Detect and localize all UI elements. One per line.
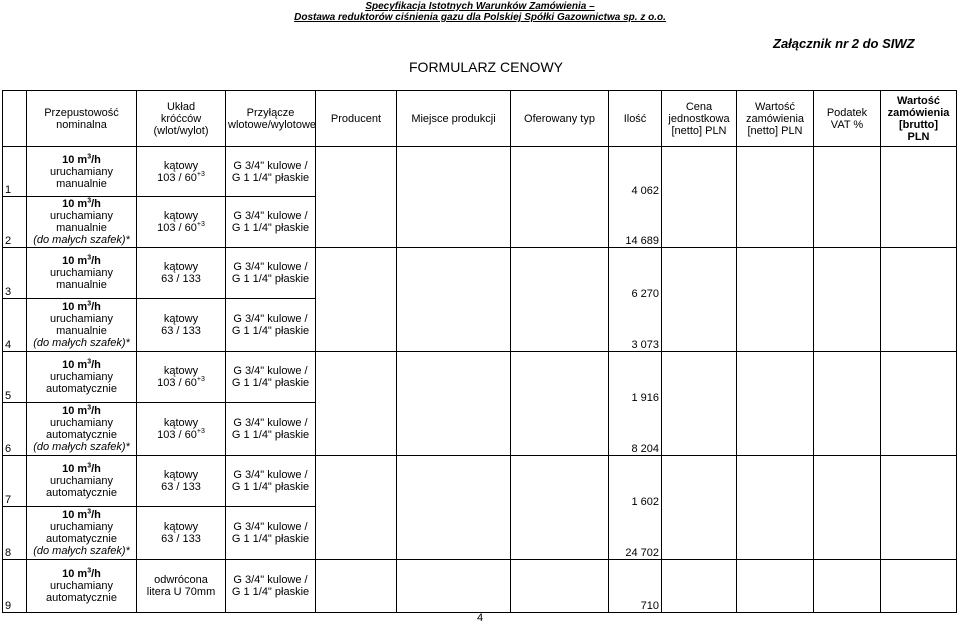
- quantity-value: 1 602: [631, 495, 659, 508]
- net-value-cell[interactable]: [737, 560, 814, 613]
- flow-prefix: 10 m: [62, 198, 88, 210]
- quantity-cell: [609, 352, 662, 456]
- net-value-cell[interactable]: [737, 352, 814, 456]
- connection-cell: [226, 197, 316, 248]
- col-producent: Producent: [316, 91, 397, 147]
- quantity-values: [611, 600, 659, 612]
- nozzle-layout-cell: [137, 507, 226, 560]
- layout-type: kątowy: [163, 469, 199, 481]
- flow-exponent: 3: [87, 404, 92, 412]
- connection-inlet: G 3/4" kulowe /: [233, 469, 308, 481]
- col-wartosc-netto: Wartość zamówienia [netto] PLN: [737, 91, 814, 147]
- flow-exponent: 3: [87, 462, 92, 470]
- connection-inlet: G 3/4" kulowe /: [233, 261, 308, 273]
- mode-label: uruchamiany: [50, 313, 113, 325]
- quantity-cell: [609, 456, 662, 560]
- connection-inlet: G 3/4" kulowe /: [233, 574, 308, 586]
- mode-label: uruchamiany: [50, 580, 113, 592]
- quantity-value: 3 073: [631, 339, 659, 351]
- flow-suffix: /h: [91, 509, 101, 521]
- net-value-cell[interactable]: [737, 147, 814, 248]
- connection-outlet: G 1 1/4" płaskie: [231, 325, 310, 337]
- layout-tolerance: +3: [196, 221, 205, 229]
- flow-cell: [27, 456, 137, 507]
- flow-suffix: /h: [91, 405, 101, 417]
- flow-value: [29, 154, 134, 166]
- spec-line-1: Specyfikacja Istotnych Warunków Zamówienia –: [365, 1, 595, 12]
- layout-dim-text: 103 / 60: [157, 171, 197, 184]
- unit-price-cell[interactable]: [662, 352, 737, 456]
- offered-type-cell[interactable]: [511, 248, 609, 352]
- flow-exponent: 3: [87, 152, 92, 160]
- origin-cell[interactable]: [397, 352, 511, 456]
- table-row: [3, 147, 957, 197]
- nozzle-layout-cell: [137, 403, 226, 456]
- mode-value: manualnie: [56, 222, 107, 234]
- mode-value: manualnie: [56, 279, 107, 291]
- quantity-value: 1 916: [631, 391, 659, 404]
- header-row: [3, 91, 957, 147]
- quantity-values: [611, 252, 659, 351]
- small-cabinet-note: (do małych szafek)*: [33, 337, 130, 349]
- connection-cell: [226, 248, 316, 299]
- row-number: [3, 560, 27, 613]
- mode-value: automatycznie: [46, 383, 117, 395]
- layout-dim-text: 103 / 60: [157, 429, 197, 441]
- page-number: 4: [476, 612, 484, 624]
- layout-dimensions: [139, 377, 223, 389]
- offered-type-cell[interactable]: [511, 352, 609, 456]
- layout-dim-text: 63 / 133: [161, 325, 201, 337]
- layout-type: kątowy: [163, 313, 199, 325]
- layout-dimensions: [139, 429, 223, 441]
- quantity-values: [611, 151, 659, 247]
- row-number: [3, 248, 27, 299]
- connection-inlet: G 3/4" kulowe /: [233, 210, 308, 222]
- mode-label: uruchamiany: [50, 267, 113, 279]
- mode-value: automatycznie: [46, 592, 117, 604]
- connection-outlet: G 1 1/4" płaskie: [231, 222, 310, 234]
- connection-outlet: G 1 1/4" płaskie: [231, 273, 310, 285]
- flow-prefix: 10 m: [62, 509, 88, 521]
- connection-inlet: G 3/4" kulowe /: [233, 365, 308, 377]
- nozzle-layout-cell: [137, 299, 226, 352]
- row-number-text: 2: [5, 235, 12, 247]
- row-number: [3, 197, 27, 248]
- flow-value: [29, 405, 134, 417]
- form-title: FORMULARZ CENOWY: [409, 59, 563, 75]
- row-number-text: 6: [5, 443, 12, 455]
- layout-type: kątowy: [163, 261, 199, 273]
- table-row: [3, 560, 957, 613]
- price-form-table: [2, 90, 957, 613]
- mode-label: uruchamiany: [50, 521, 113, 533]
- quantity-value: 8 204: [631, 443, 659, 455]
- mode-label: uruchamiany: [50, 475, 113, 487]
- layout-dimensions: [139, 325, 223, 337]
- offered-type-cell[interactable]: [511, 456, 609, 560]
- annex-label: Załącznik nr 2 do SIWZ: [773, 36, 915, 51]
- row-number: [3, 147, 27, 197]
- gross-value-cell[interactable]: [881, 456, 957, 560]
- gross-value-cell[interactable]: [881, 560, 957, 613]
- layout-line-2: litera U 70mm: [146, 586, 216, 598]
- flow-cell: [27, 507, 137, 560]
- layout-type: kątowy: [163, 417, 199, 429]
- layout-dimensions: [139, 481, 223, 493]
- quantity-value: 24 702: [625, 547, 659, 559]
- row-number-text: 9: [5, 600, 12, 612]
- connection-outlet: G 1 1/4" płaskie: [231, 533, 310, 545]
- connection-cell: [226, 507, 316, 560]
- col-miejsce: Miejsce produkcji: [397, 91, 511, 147]
- layout-type: kątowy: [163, 365, 199, 377]
- connection-cell: [226, 352, 316, 403]
- row-number-text: 4: [5, 339, 12, 351]
- mode-label: uruchamiany: [50, 210, 113, 222]
- quantity-value: 4 062: [631, 185, 659, 197]
- flow-suffix: /h: [91, 463, 101, 475]
- row-number-text: 8: [5, 547, 12, 559]
- connection-cell: [226, 147, 316, 197]
- flow-exponent: 3: [87, 254, 92, 262]
- mode-value: automatycznie: [46, 429, 117, 441]
- net-value-cell[interactable]: [737, 456, 814, 560]
- vat-cell[interactable]: [814, 248, 881, 352]
- flow-cell: [27, 197, 137, 248]
- nozzle-layout-cell: [137, 197, 226, 248]
- connection-inlet: G 3/4" kulowe /: [233, 521, 308, 533]
- flow-value: [29, 255, 134, 267]
- quantity-value: 710: [640, 600, 659, 612]
- flow-value: [29, 509, 134, 521]
- net-value-cell[interactable]: [737, 248, 814, 352]
- mode-value: manualnie: [56, 325, 107, 337]
- col-przepustowosc: Przepustowość nominalna: [27, 91, 137, 147]
- row-number-text: 3: [5, 286, 12, 298]
- table-row: [3, 352, 957, 403]
- flow-prefix: 10 m: [62, 301, 88, 313]
- flow-exponent: 3: [87, 358, 92, 366]
- col-uklad: Układ króćców (wlot/wylot): [137, 91, 226, 147]
- origin-cell[interactable]: [397, 147, 511, 248]
- flow-prefix: 10 m: [62, 463, 88, 475]
- flow-prefix: 10 m: [62, 405, 88, 417]
- col-wartosc-brutto: Wartość zamówienia [brutto] PLN: [881, 91, 957, 147]
- flow-value: [29, 198, 134, 210]
- flow-value: [29, 568, 134, 580]
- flow-suffix: /h: [91, 198, 101, 210]
- nozzle-layout-cell: [137, 248, 226, 299]
- flow-cell: [27, 147, 137, 197]
- unit-price-cell[interactable]: [662, 248, 737, 352]
- flow-cell: [27, 299, 137, 352]
- layout-line-1: odwrócona: [154, 574, 208, 586]
- table-row: [3, 456, 957, 507]
- flow-prefix: 10 m: [62, 359, 88, 371]
- offered-type-cell[interactable]: [511, 147, 609, 248]
- row-number: [3, 299, 27, 352]
- gross-value-cell[interactable]: [881, 352, 957, 456]
- layout-dimensions: [139, 222, 223, 234]
- layout-dim-text: 103 / 60: [157, 222, 197, 234]
- flow-value: [29, 359, 134, 371]
- connection-cell: [226, 456, 316, 507]
- producer-cell[interactable]: [316, 147, 397, 248]
- vat-cell[interactable]: [814, 456, 881, 560]
- mode-label: uruchamiany: [50, 165, 113, 178]
- layout-type: kątowy: [163, 159, 199, 172]
- flow-prefix: 10 m: [62, 153, 88, 166]
- flow-exponent: 3: [87, 197, 92, 205]
- flow-suffix: /h: [91, 255, 101, 267]
- flow-value: [29, 301, 134, 313]
- connection-inlet: G 3/4" kulowe /: [233, 159, 308, 172]
- connection-outlet: G 1 1/4" płaskie: [231, 377, 310, 389]
- layout-dim-text: 63 / 133: [161, 273, 201, 285]
- col-cena: Cena jednostkowa [netto] PLN: [662, 91, 737, 147]
- mode-label: uruchamiany: [50, 417, 113, 429]
- row-number-text: 5: [5, 390, 12, 402]
- flow-prefix: 10 m: [62, 568, 88, 580]
- connection-inlet: G 3/4" kulowe /: [233, 313, 308, 325]
- origin-cell[interactable]: [397, 456, 511, 560]
- table-row: [3, 248, 957, 299]
- flow-prefix: 10 m: [62, 255, 88, 267]
- connection-cell: [226, 299, 316, 352]
- quantity-cell: [609, 147, 662, 248]
- unit-price-cell[interactable]: [662, 560, 737, 613]
- col-przylacze: Przyłącze wlotowe/wylotowe: [226, 91, 316, 147]
- layout-dimensions: [139, 172, 223, 184]
- col-lp: [3, 91, 27, 147]
- gross-value-cell[interactable]: [881, 248, 957, 352]
- flow-exponent: 3: [87, 300, 92, 308]
- quantity-values: [611, 460, 659, 559]
- small-cabinet-note: (do małych szafek)*: [33, 441, 130, 453]
- flow-suffix: /h: [91, 359, 101, 371]
- quantity-cell: [609, 248, 662, 352]
- producer-cell[interactable]: [316, 352, 397, 456]
- flow-suffix: /h: [91, 568, 101, 580]
- layout-tolerance: +3: [196, 170, 205, 178]
- row-number: [3, 507, 27, 560]
- layout-dimensions: [139, 533, 223, 545]
- vat-cell[interactable]: [814, 147, 881, 248]
- spec-header: [0, 1, 960, 23]
- nozzle-layout-cell: [137, 147, 226, 197]
- producer-cell[interactable]: [316, 560, 397, 613]
- quantity-cell: [609, 560, 662, 613]
- layout-type: kątowy: [163, 521, 199, 533]
- flow-cell: [27, 248, 137, 299]
- flow-cell: [27, 403, 137, 456]
- flow-suffix: /h: [91, 153, 101, 166]
- origin-cell[interactable]: [397, 248, 511, 352]
- row-number: [3, 352, 27, 403]
- row-number-text: 1: [5, 184, 12, 196]
- layout-dim-text: 63 / 133: [161, 533, 201, 545]
- flow-cell: [27, 352, 137, 403]
- mode-label: uruchamiany: [50, 371, 113, 383]
- layout-type: kątowy: [163, 210, 199, 222]
- mode-value: automatycznie: [46, 487, 117, 499]
- vat-cell[interactable]: [814, 560, 881, 613]
- mode-value: automatycznie: [46, 533, 117, 545]
- quantity-value: 14 689: [625, 235, 659, 247]
- layout-tolerance: +3: [196, 428, 205, 436]
- connection-outlet: G 1 1/4" płaskie: [231, 481, 310, 493]
- spec-line-2: Dostawa reduktorów ciśnienia gazu dla Polskiej Spółki Gazownictwa sp. z o.o.: [294, 12, 666, 23]
- col-typ: Oferowany typ: [511, 91, 609, 147]
- offered-type-cell[interactable]: [511, 560, 609, 613]
- producer-cell[interactable]: [316, 248, 397, 352]
- row-number: [3, 403, 27, 456]
- flow-exponent: 3: [87, 567, 92, 575]
- nozzle-layout-cell: [137, 456, 226, 507]
- row-number-text: 7: [5, 494, 12, 506]
- connection-outlet: G 1 1/4" płaskie: [231, 586, 310, 598]
- connection-outlet: G 1 1/4" płaskie: [231, 429, 310, 441]
- flow-value: [29, 463, 134, 475]
- unit-price-cell[interactable]: [662, 147, 737, 248]
- quantity-values: [611, 356, 659, 455]
- layout-dimensions: [139, 273, 223, 285]
- layout-dim-text: 63 / 133: [161, 481, 201, 493]
- col-podatek: Podatek VAT %: [814, 91, 881, 147]
- small-cabinet-note: (do małych szafek)*: [33, 234, 130, 246]
- connection-cell: [226, 403, 316, 456]
- col-ilosc: Ilość: [609, 91, 662, 147]
- table-body: [3, 147, 957, 613]
- producer-cell[interactable]: [316, 456, 397, 560]
- unit-price-cell[interactable]: [662, 456, 737, 560]
- small-cabinet-note: (do małych szafek)*: [33, 545, 130, 557]
- origin-cell[interactable]: [397, 560, 511, 613]
- layout-dim-text: 103 / 60: [157, 377, 197, 389]
- quantity-value: 6 270: [631, 287, 659, 300]
- gross-value-cell[interactable]: [881, 147, 957, 248]
- vat-cell[interactable]: [814, 352, 881, 456]
- nozzle-layout-cell: [137, 560, 226, 613]
- row-number: [3, 456, 27, 507]
- flow-cell: [27, 560, 137, 613]
- flow-suffix: /h: [91, 301, 101, 313]
- nozzle-layout-cell: [137, 352, 226, 403]
- connection-outlet: G 1 1/4" płaskie: [231, 171, 310, 184]
- connection-inlet: G 3/4" kulowe /: [233, 417, 308, 429]
- mode-value: manualnie: [56, 177, 107, 190]
- layout-tolerance: +3: [196, 376, 205, 384]
- flow-exponent: 3: [87, 508, 92, 516]
- connection-cell: [226, 560, 316, 613]
